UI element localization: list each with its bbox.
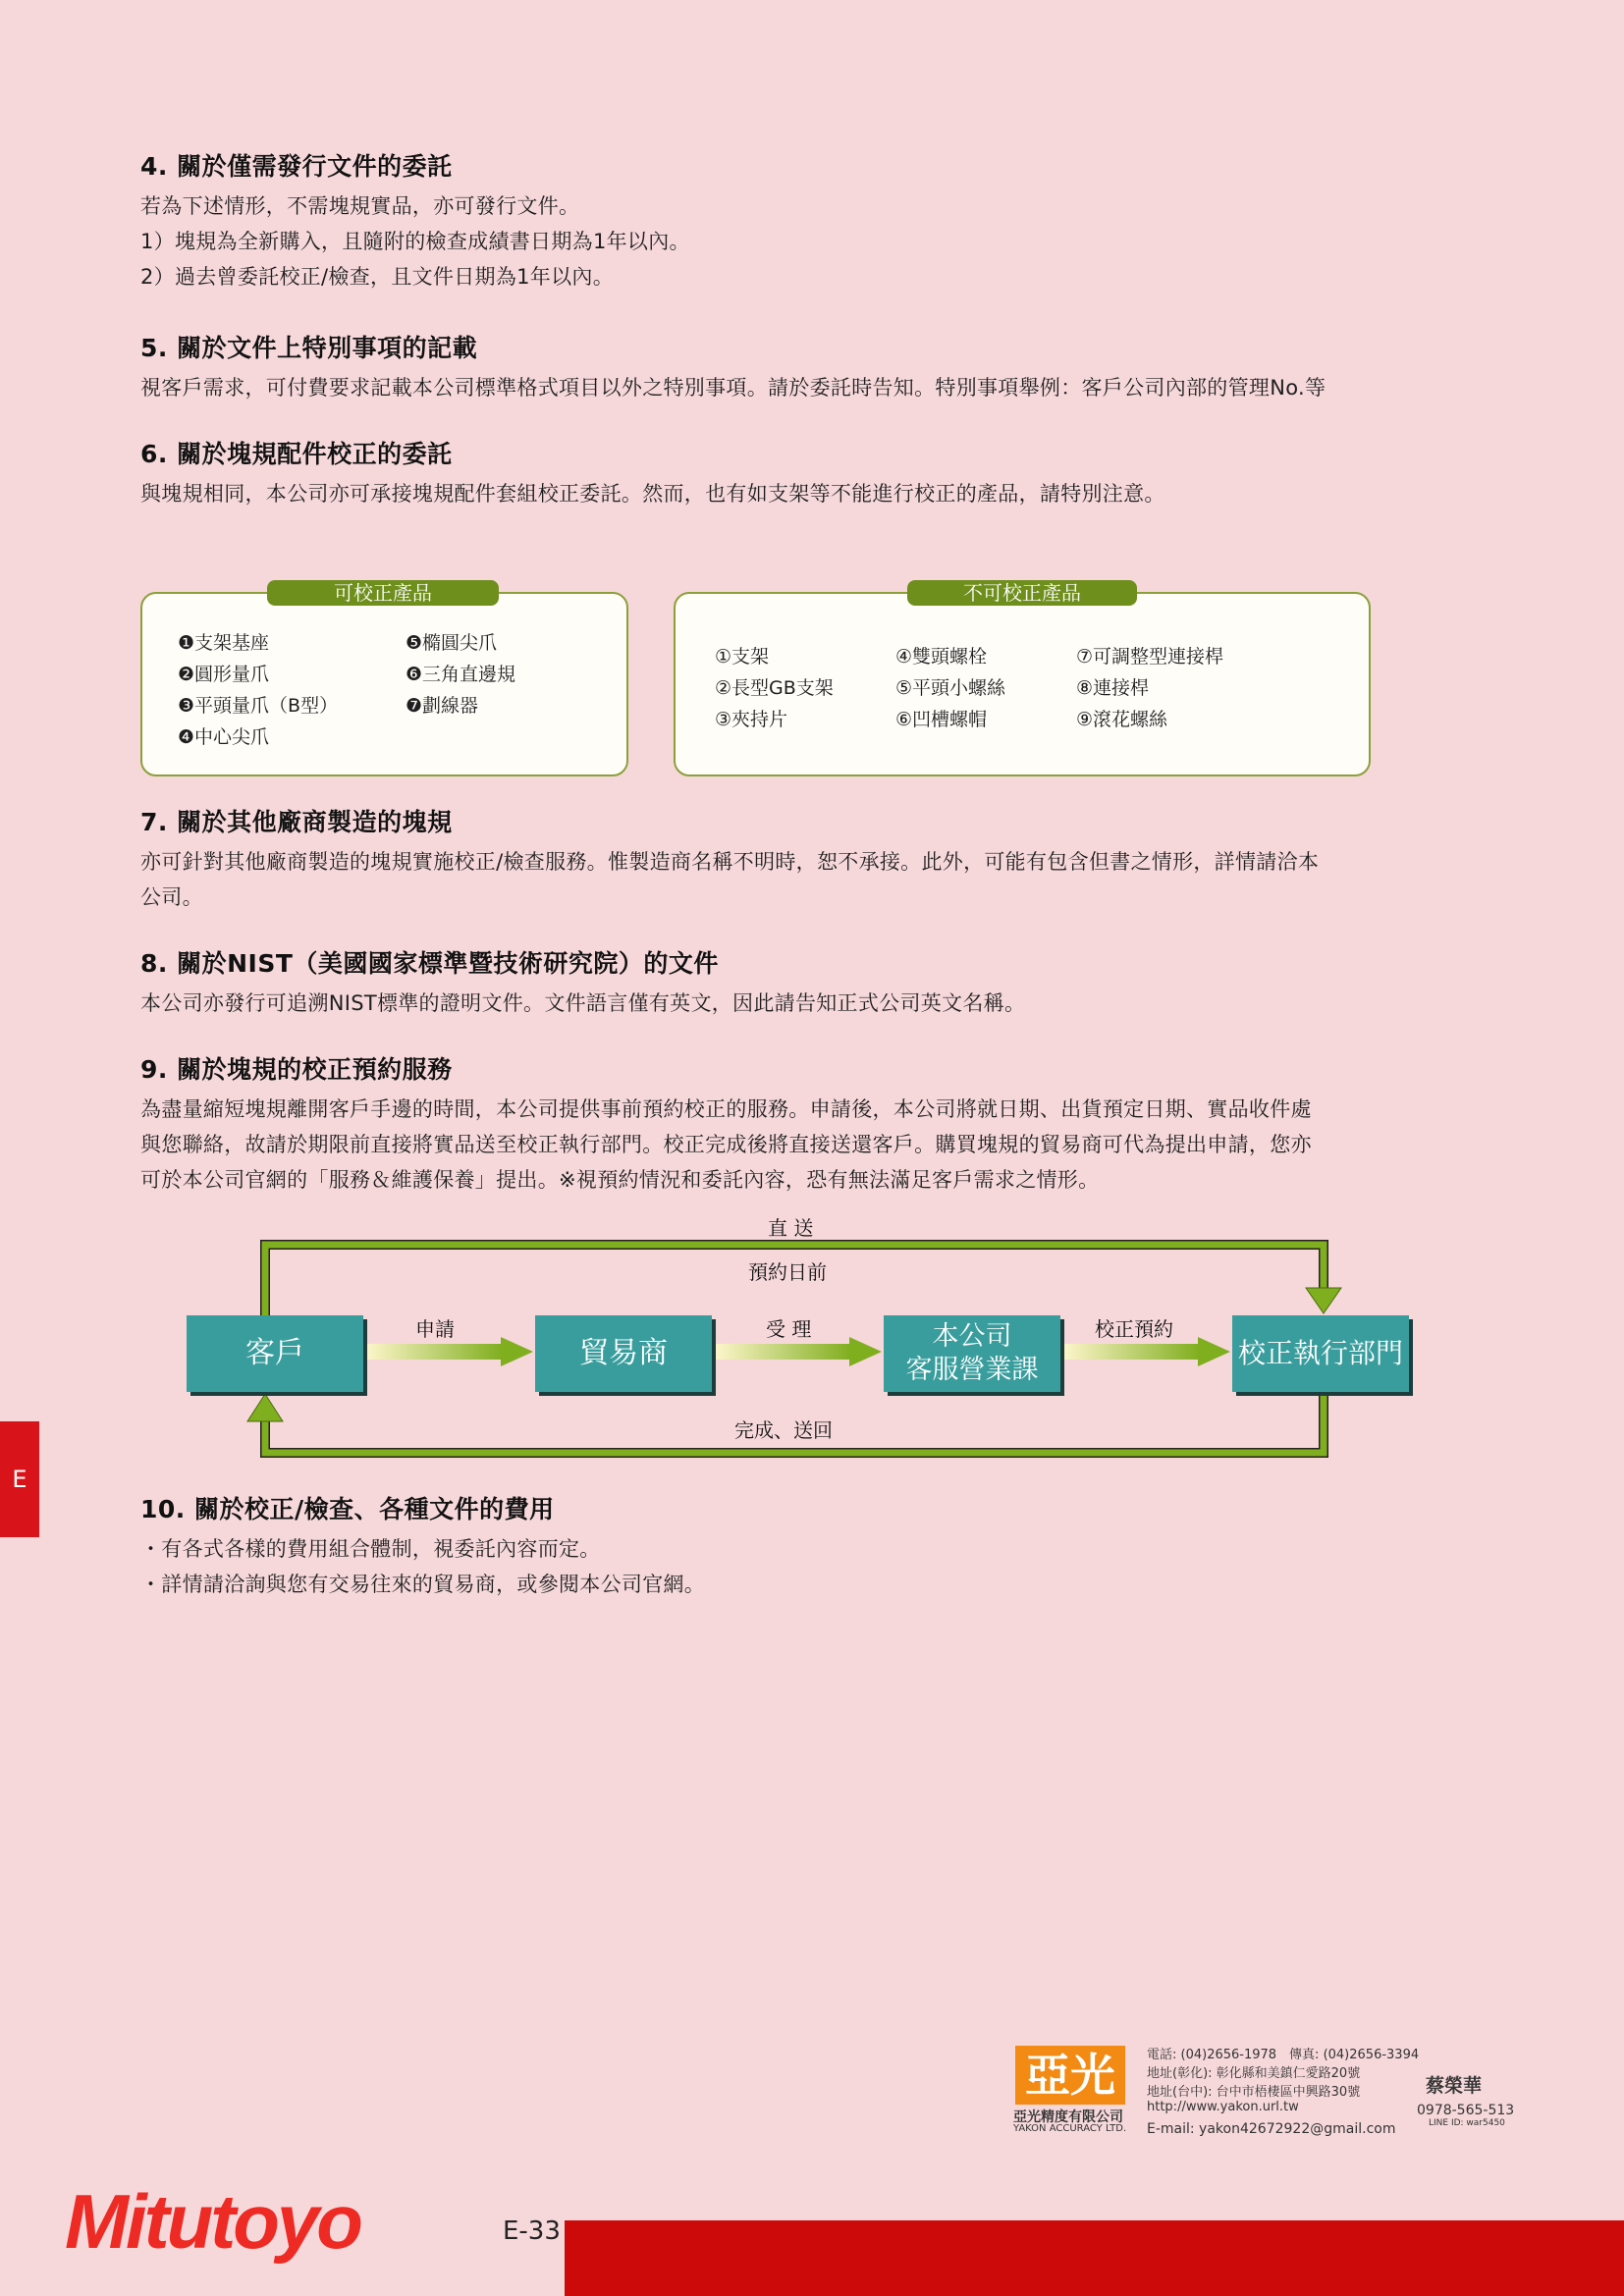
list-item: ⑥凹槽螺帽 [895,709,988,730]
direct-route-arrowhead [1306,1288,1341,1313]
dealer-address-2: 地址(台中): 台中市梧棲區中興路30號 [1147,2085,1361,2100]
direct-label: 直 送 [768,1216,814,1240]
list-item: ⑨滾花螺絲 [1076,709,1168,730]
section-title: 7. 關於其他廠商製造的塊規 [140,808,453,836]
non-calibratable-label: 不可校正產品 [907,580,1137,606]
section-text: 若為下述情形，不需塊規實品，亦可發行文件。 [140,194,580,218]
section-text: ・有各式各樣的費用組合體制，視委託內容而定。 [140,1537,601,1561]
calibration-dept-box: 校正執行部門 [1232,1315,1409,1392]
dealer-email[interactable]: E-mail: yakon42672922@gmail.com [1147,2121,1396,2137]
page-number: E-33 [503,2216,561,2246]
dealer-company: 亞光精度有限公司 [1013,2109,1123,2125]
accept-label: 受 理 [766,1317,812,1341]
section-title: 6. 關於塊規配件校正的委託 [140,440,453,468]
customer-box: 客戶 [187,1315,363,1392]
company-line2: 客服營業課 [905,1355,1039,1385]
apply-label: 申請 [415,1317,455,1341]
section-text: 本公司亦發行可追溯NIST標準的證明文件。文件語言僅有英文，因此請告知正式公司英文名稱。 [140,991,1026,1015]
list-item: ⑤平頭小螺絲 [895,677,1006,699]
list-item: ❸平頭量爪（B型） [178,695,339,717]
section-text: 為盡量縮短塊規離開客戶手邊的時間，本公司提供事前預約校正的服務。申請後，本公司將就日期、出貨預定日期、實品收件處 [140,1097,1312,1121]
section-title: 8. 關於NIST（美國國家標準暨技術研究院）的文件 [140,949,719,978]
section-title: 9. 關於塊規的校正預約服務 [140,1055,453,1084]
section-text: 2）過去曾委託校正/檢查，且文件日期為1年以內。 [140,265,614,289]
list-item: ②長型GB支架 [715,677,834,699]
dealer-company-en: YAKON ACCURACY LTD. [1013,2123,1127,2134]
list-item: ❻三角直邊規 [406,664,516,685]
mitutoyo-logo: Mitutoyo [65,2178,360,2265]
section-text: 1）塊規為全新購入，且隨附的檢查成績書日期為1年以內。 [140,230,690,253]
dealer-contact-name: 蔡榮華 [1426,2075,1483,2097]
list-item: ④雙頭螺栓 [895,646,988,667]
return-route-arrowhead [247,1394,283,1421]
section-text: 公司。 [140,885,203,909]
dealer-contact-phone: 0978-565-513 [1417,2103,1515,2118]
list-item: ❹中心尖爪 [178,726,270,748]
dealer-website[interactable]: http://www.yakon.url.tw [1147,2100,1299,2114]
apply-arrow [365,1344,503,1360]
dealer-address-1: 地址(彰化): 彰化縣和美鎮仁愛路20號 [1147,2066,1361,2081]
reserve-label: 校正預約 [1095,1317,1173,1341]
list-item: ❷圓形量爪 [178,664,270,685]
dealer-phone: 電話: (04)2656-1978 傳真: (04)2656-3394 [1147,2048,1420,2062]
list-item: ❼劃線器 [406,695,479,717]
section-text: 與塊規相同，本公司亦可承接塊規配件套組校正委託。然而，也有如支架等不能進行校正的產品，請特別注意。 [140,482,1165,506]
list-item: ③夾持片 [715,709,788,730]
section-text: 視客戶需求，可付費要求記載本公司標準格式項目以外之特別事項。請於委託時告知。特別事項舉例：客戶公司內部的管理No.等 [140,376,1326,400]
dealer-line-id: LINE ID: war5450 [1429,2118,1505,2128]
company-line1: 本公司 [932,1321,1012,1352]
trader-box: 貿易商 [535,1315,712,1392]
section-title: 4. 關於僅需發行文件的委託 [140,152,453,181]
section-title: 5. 關於文件上特別事項的記載 [140,334,478,362]
list-item: ❶支架基座 [178,632,270,654]
dealer-logo: 亞光 [1015,2046,1125,2105]
section-text: ・詳情請洽詢與您有交易往來的貿易商，或參閱本公司官網。 [140,1573,706,1596]
section-text: 亦可針對其他廠商製造的塊規實施校正/檢查服務。惟製造商名稱不明時，恕不承接。此外，可能有包含但書之情形，詳情請洽本 [140,850,1320,874]
section-title: 10. 關於校正/檢查、各種文件的費用 [140,1495,555,1523]
accept-arrow [714,1344,851,1360]
calibratable-label: 可校正產品 [267,580,499,606]
section-10 [140,1490,1456,1602]
list-item: ❺橢圓尖爪 [406,632,498,654]
section-text: 與您聯絡，故請於期限前直接將實品送至校正執行部門。校正完成後將直接送還客戶。購買塊規的貿易商可代為提出申請，您亦 [140,1133,1312,1156]
chapter-tab: E [0,1421,39,1537]
footer-bar [565,2220,1624,2296]
reserve-arrow [1062,1344,1200,1360]
section-text: 可於本公司官網的「服務＆維護保養」提出。※視預約情況和委託內容，恐有無法滿足客戶需求之情形。 [140,1168,1100,1192]
return-label: 完成、送回 [734,1418,833,1442]
list-item: ⑧連接桿 [1076,677,1150,699]
reserve-date-label: 預約日前 [748,1260,827,1284]
list-item: ①支架 [715,646,770,667]
list-item: ⑦可調整型連接桿 [1076,646,1224,667]
company-service-box [884,1315,1060,1392]
